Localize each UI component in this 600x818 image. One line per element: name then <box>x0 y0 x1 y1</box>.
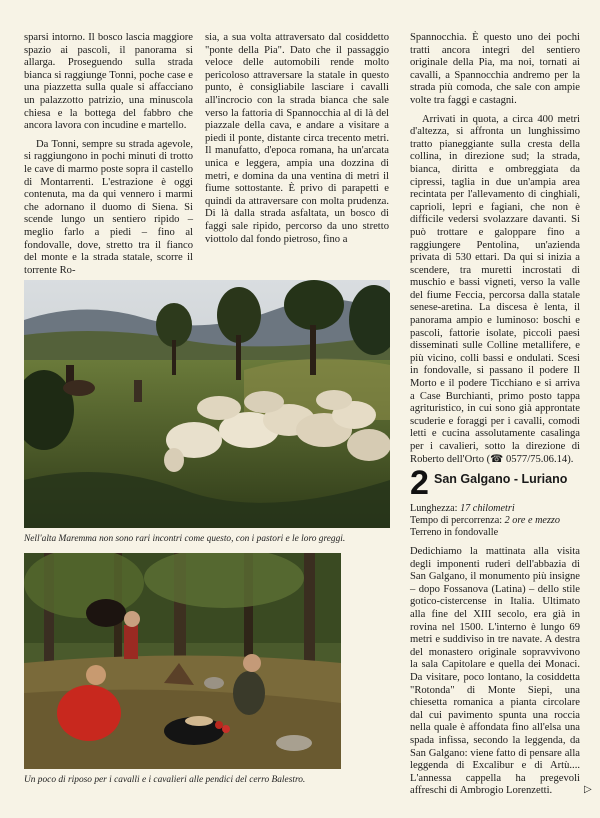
section-heading <box>410 464 585 506</box>
section2-body <box>410 546 580 804</box>
paragraph: Da Tonni, sempre su strada agevole, si raggiungono in pochi minuti di trotto le cave di marmo poste sopra il castello di Montarrenti. L'estrazione è oggi contenuta, ma da qui vennero i marmi che adornano il duomo di Siena. Si scende lungo un sentiero ripido – meglio farlo a piedi – fino al fondovalle, dove, stretto tra il fianco del monte e la strada statale, scorre il torrente Ro- <box>24 138 193 276</box>
paragraph: Spannocchia. È questo uno dei pochi tratti ancora integri del sentiero originale della Pia, ma noi, tornati ai cavalli, a Spannocchia andremo per la strada più comoda, che sale con ampie volte tra faggi e castagni. <box>410 32 580 106</box>
time-row <box>410 515 585 527</box>
section-meta <box>410 503 585 539</box>
paragraph: Dedichiamo la mattinata alla visita degli imponenti ruderi dell'abbazia di San Galgano, il monumento più insigne – dopo Fossanova (Latina) – dello stile gotico-cistercense in Italia. Ultimato alla fine del XIII secolo, era già in rovina nel 1500. L'interno è lungo 69 metri e suddiviso in tre navate. A destra del monastero originale sopravvivono la sala Capitolare e quella dei Monaci. Da visitare, poco lontano, la cosiddetta "Rotonda" di Monte Siepi, una chiesetta romanica a pianta circolare dal cui pavimento spunta una roccia nella quale è affondata fino all'elsa una spada infissa, secondo la leggenda, da San Galgano: viene fatto di pensare alla leggenda di Excalibur e di Artù.... L'annessa cappella ha pregevoli affreschi di Ambrogio Lorenzetti. <box>410 546 580 797</box>
text-column-1 <box>24 32 193 283</box>
photo-shepherds-sheep <box>24 280 390 528</box>
section-number: 2 <box>410 464 429 502</box>
photo-caption: Un poco di riposo per i cavalli e i cavalieri alle pendici del cerro Balestro. <box>24 775 306 785</box>
time-value: 2 ore e mezzo <box>504 515 560 526</box>
paragraph: sia, a sua volta attraversato dal cosiddetto "ponte della Pia". Dato che il passaggio veloce delle automobili rende molto pericoloso attraversare la statale in questo punto, è consigliabile lasciare i cavalli all'incrocio con la strada bianca che sale verso la fattoria di Spannocchia al di là del piazzale della cava, e andare a visitare a piedi il ponte, distante circa trecento metri. Il manufatto, d'epoca romana, ha un'arcata unica e leggera, ampia una dozzina di metri, e domina da una ventina di metri il fiume sottostante. È privo di parapetti e quindi da attraversare con molta prudenza. Di là dalla strada asfaltata, un bosco di faggi sale ripido, percorso da uno stretto viottolo dal fondo pietroso, fino a <box>205 32 389 245</box>
length-label: Lunghezza: <box>410 503 458 514</box>
next-page-arrow-icon: ▷ <box>584 784 592 795</box>
section-title: San Galgano - Luriano <box>434 472 568 486</box>
paragraph: sparsi intorno. Il bosco lascia maggiore spazio ai pascoli, il panorama si allarga. Proseguendo sulla strada bianca si raggiunge Tonni, poche case e una piazzetta sulla quale si affacciano un palazzotto patrizio, una minuscola chiesa e la bottega del fabbro che ancora lavora con incudine e martello. <box>24 32 193 132</box>
paragraph: Arrivati in quota, a circa 400 metri d'altezza, si affronta un lunghissimo tratto pianeggiante sulla cresta della collina, in direzione sud; la strada, bianca, diritta e ombreggiata da cipressi, taglia in due un'ampia area recintata per l'allevamento di cinghiali, caprioli, lepri e fagiani, che non è difficile vedersi svolazzare davanti. Si può trottare e galoppare fino a raggiungere Pentolina, un'azienda privata di 530 ettari. Da qui si inizia a scendere, tra muretti incrostati di muschio e bassi vigneti, verso la valle del fiume Feccia, percorsa dalla statale senese-aretina. La discesa è lenta, il panorama ampio e luminoso: boschi e pascoli, fattorie isolate, piccoli paesi disseminati sulle Colline metallifere, e più vicino, colli bassi e ondulati. Scesi in fondovalle, si passano il podere Il Morto e il podere Ticchiano e si arriva a Case Burchianti, primo posto tappa agrituristico, in cui sono già approntate scuderie e foraggi per i cavalli, comodi letti e cucina assolutamente casalinga per i cavalieri, sotto la direzione di Roberto dell'Orto (☎ 0577/75.06.14). <box>410 113 580 465</box>
length-row <box>410 503 585 515</box>
length-value: 17 chilometri <box>460 503 515 514</box>
text-column-3 <box>410 32 580 472</box>
photo-riders-resting <box>24 553 341 769</box>
terrain-row: Terreno in fondovalle <box>410 527 499 538</box>
photo-caption: Nell'alta Maremma non sono rari incontri come questo, con i pastori e le loro greggi. <box>24 534 346 544</box>
text-column-2 <box>205 32 389 252</box>
time-label: Tempo di percorrenza: <box>410 515 503 526</box>
